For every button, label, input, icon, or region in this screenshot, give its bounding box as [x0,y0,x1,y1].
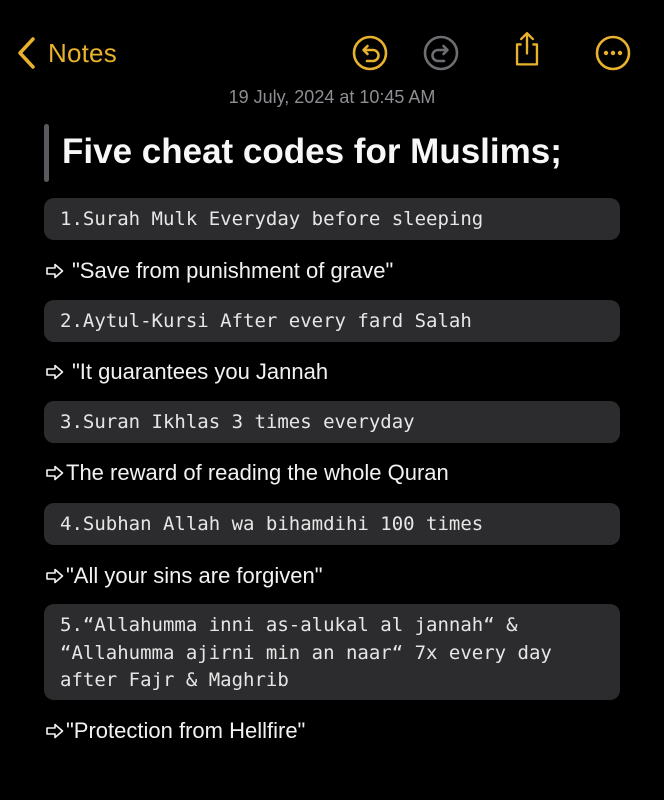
code-block-4[interactable] [44,503,620,545]
code-text-5-line-1: 5.“Allahumma inni as-alukal al jannah“ & [60,614,518,636]
benefit-line-4[interactable] [46,562,323,590]
arrow-right-icon [46,722,64,740]
redo-button[interactable] [422,34,460,72]
arrow-right-icon [46,262,64,280]
cursor-indicator [44,124,49,182]
benefit-line-1[interactable] [46,257,393,285]
redo-icon [422,34,460,72]
arrow-right-icon [46,363,64,381]
code-block-2[interactable] [44,300,620,342]
navigation-toolbar [0,0,664,88]
benefit-text-5: "Protection from Hellfire" [66,718,306,743]
share-button[interactable] [508,30,546,68]
more-icon [594,34,632,72]
benefit-text-4: "All your sins are forgiven" [66,563,323,588]
note-title[interactable]: Five cheat codes for Muslims; [62,132,562,171]
benefit-text-1: "Save from punishment of grave" [72,258,394,283]
code-text-3: 3.Suran Ikhlas 3 times everyday [60,411,415,433]
code-text-1: 1.Surah Mulk Everyday before sleeping [60,208,484,230]
more-button[interactable] [594,34,632,72]
note-date: 19 July, 2024 at 10:45 AM [228,87,436,107]
code-text-4: 4.Subhan Allah wa bihamdihi 100 times [60,513,484,535]
share-icon [508,30,546,68]
code-text-5-line-3: after Fajr & Maghrib [60,669,289,691]
undo-button[interactable] [351,34,389,72]
benefit-line-5[interactable] [46,717,305,745]
code-block-3[interactable] [44,401,620,443]
arrow-right-icon [46,464,64,482]
arrow-right-icon [46,567,64,585]
code-text-5-line-2: “Allahumma ajirni min an naar“ 7x every day [60,641,552,664]
code-text-2: 2.Aytul-Kursi After every fard Salah [60,310,472,332]
benefit-text-3: The reward of reading the whole Quran [66,460,449,485]
undo-icon [351,34,389,72]
back-label: Notes [48,37,117,68]
back-button[interactable] [16,33,117,73]
chevron-left-icon [16,36,38,70]
benefit-line-3[interactable] [46,459,449,487]
code-block-1[interactable] [44,198,620,240]
benefit-line-2[interactable] [46,358,328,386]
benefit-text-2: "It guarantees you Jannah [72,359,329,384]
code-block-5[interactable] [44,604,620,700]
